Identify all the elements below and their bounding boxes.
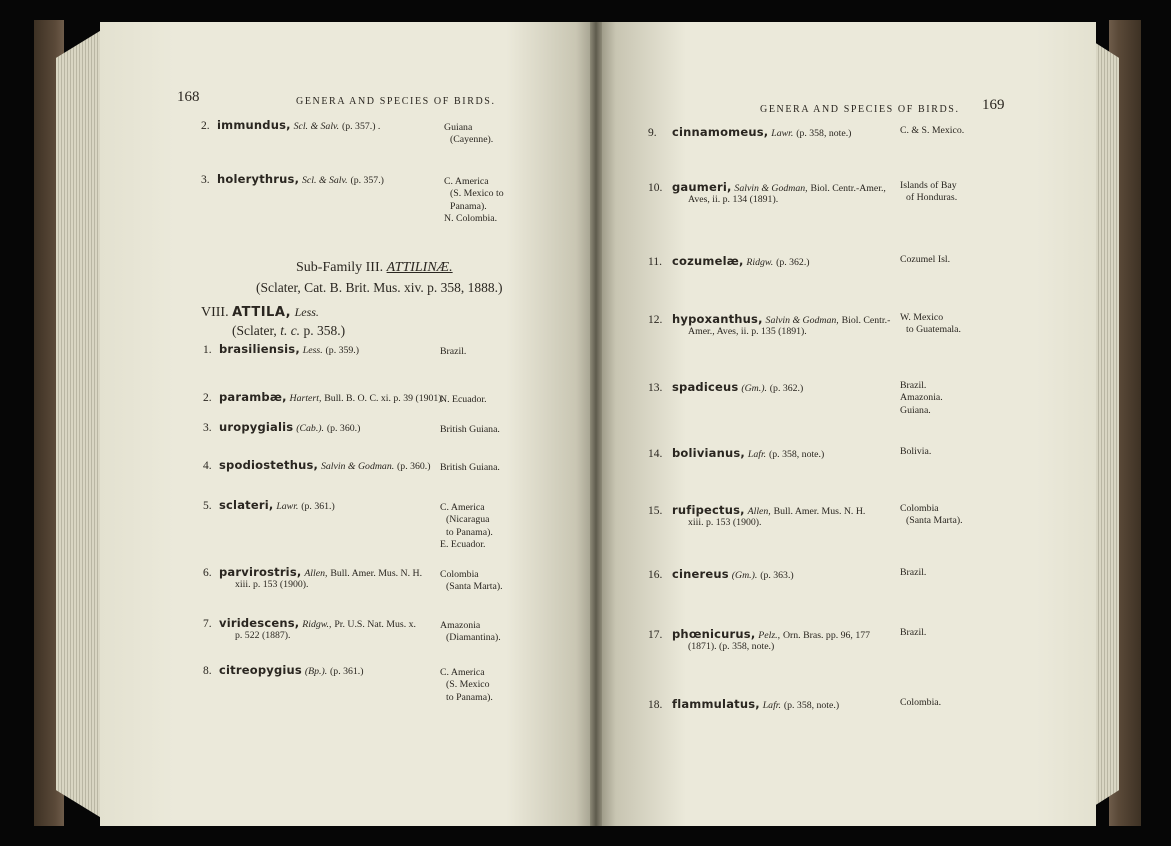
- species-author: Salvin & Godman,: [765, 315, 839, 326]
- species-name: hypoxanthus,: [672, 312, 763, 326]
- species-author: Lafr.: [747, 449, 767, 460]
- left-page-number: 168: [177, 89, 200, 105]
- locality-line: to Panama).: [446, 691, 493, 703]
- species-name: gaumeri,: [672, 180, 732, 194]
- species-locality: [440, 620, 501, 645]
- species-citation: (p. 358, note.): [796, 128, 852, 139]
- species-citation-cont: xiii. p. 153 (1900).: [235, 579, 309, 590]
- species-name: sclateri,: [219, 498, 274, 512]
- locality-line: Islands of Bay: [900, 180, 957, 191]
- species-locality: [440, 502, 493, 552]
- species-number: 16.: [648, 569, 663, 581]
- species-number: 15.: [648, 505, 663, 517]
- species-author: (Bp.).: [304, 666, 328, 677]
- species-citation-cont: (1871). (p. 358, note.): [688, 641, 775, 652]
- locality-line: British Guiana.: [440, 462, 500, 473]
- species-locality: [440, 394, 487, 406]
- genus-name: ATTILA,: [232, 305, 292, 320]
- species-citation: (p. 361.): [301, 501, 335, 512]
- locality-line: N. Colombia.: [444, 213, 498, 225]
- species-author: (Gm.).: [731, 570, 758, 581]
- species-entry: [203, 420, 360, 434]
- locality-line: Bolivia.: [900, 446, 932, 457]
- species-citation: (p. 363.): [760, 570, 794, 581]
- species-author: (Cab.).: [296, 423, 324, 434]
- locality-line: Panama).: [450, 200, 487, 212]
- locality-line: Colombia: [440, 569, 479, 580]
- species-name: brasiliensis,: [219, 342, 300, 356]
- species-entry: [648, 125, 851, 139]
- species-number: 7.: [203, 618, 212, 630]
- species-citation: Orn. Bras. pp. 96, 177: [782, 630, 871, 641]
- species-entry: [648, 180, 886, 194]
- species-number: 1.: [203, 344, 212, 356]
- genus-heading: [201, 305, 319, 321]
- species-name: holerythrus,: [217, 172, 300, 186]
- locality-line: (Cayenne).: [450, 134, 494, 146]
- species-citation: Bull. Amer. Mus. N. H.: [330, 568, 423, 579]
- species-citation: Bull. Amer. Mus. N. H.: [773, 506, 866, 517]
- species-citation: Biol. Centr.-: [841, 315, 891, 326]
- species-entry: [203, 663, 364, 677]
- locality-line: Guiana.: [900, 404, 931, 416]
- species-number: 2.: [201, 120, 210, 132]
- species-number: 11.: [648, 256, 662, 268]
- locality-line: C. America: [440, 502, 485, 513]
- species-locality: [900, 627, 926, 639]
- species-number: 10.: [648, 182, 663, 194]
- locality-line: (Santa Marta).: [446, 581, 503, 593]
- species-citation-cont: xiii. p. 153 (1900).: [688, 517, 762, 528]
- species-entry: [648, 446, 824, 460]
- species-locality: [900, 254, 950, 266]
- species-author: Less.: [302, 345, 323, 356]
- species-author: Ridgw.,: [302, 619, 332, 630]
- species-number: 18.: [648, 699, 663, 711]
- species-citation: Biol. Centr.-Amer.,: [810, 183, 886, 194]
- species-locality: [900, 446, 931, 458]
- species-author: Allen,: [747, 506, 771, 517]
- locality-line: E. Ecuador.: [440, 539, 486, 551]
- species-citation: (p. 362.): [776, 257, 810, 268]
- species-citation: (p. 359.): [325, 345, 360, 356]
- species-author: (Gm.).: [741, 383, 767, 394]
- locality-line: to Panama).: [446, 526, 493, 538]
- species-author: Lawr.: [276, 501, 299, 512]
- species-locality: [440, 346, 466, 358]
- species-name: rufipectus,: [672, 503, 745, 517]
- locality-line: Brazil.: [900, 627, 927, 638]
- species-number: 12.: [648, 314, 663, 326]
- species-entry: [203, 498, 335, 512]
- species-locality: [900, 380, 943, 417]
- locality-line: Brazil.: [900, 380, 927, 391]
- species-author: Hartert,: [289, 393, 322, 404]
- species-name: viridescens,: [219, 616, 300, 630]
- locality-line: Colombia.: [900, 697, 942, 708]
- locality-line: Cozumel Isl.: [900, 254, 951, 265]
- species-author: Scl. & Salv.: [293, 121, 340, 132]
- species-number: 6.: [203, 567, 212, 579]
- species-entry: [201, 118, 380, 132]
- locality-line: Brazil.: [900, 567, 927, 578]
- subfamily-reference: (Sclater, Cat. B. Brit. Mus. xiv. p. 358, 1888.): [256, 280, 503, 295]
- species-number: 3.: [203, 422, 212, 434]
- locality-line: (Nicaragua: [446, 514, 490, 526]
- species-entry: [203, 342, 359, 356]
- genus-reference: (Sclater, t. c. p. 358.): [232, 323, 346, 338]
- species-locality: [900, 697, 941, 709]
- species-citation: (p. 358, note.): [783, 700, 840, 711]
- species-name: uropygialis: [219, 420, 294, 434]
- species-entry: [648, 503, 865, 517]
- locality-line: of Honduras.: [906, 192, 958, 204]
- species-number: 2.: [203, 392, 212, 404]
- species-locality: [440, 462, 500, 474]
- locality-line: Amazonia: [440, 620, 481, 631]
- species-author: Scl. & Salv.: [302, 175, 348, 186]
- species-name: cozumelæ,: [672, 254, 744, 268]
- locality-line: Amazonia.: [900, 392, 943, 404]
- species-entry: [648, 567, 794, 581]
- locality-line: C. America: [440, 667, 485, 678]
- species-entry: [201, 172, 384, 186]
- species-number: 5.: [203, 500, 212, 512]
- locality-line: W. Mexico: [900, 312, 944, 323]
- genus-author: Less.: [294, 305, 319, 319]
- locality-line: N. Ecuador.: [440, 394, 487, 405]
- species-locality: [444, 176, 504, 226]
- species-citation: (p. 357.): [350, 175, 384, 186]
- species-citation: (p. 360.): [397, 461, 431, 472]
- species-locality: [440, 569, 503, 594]
- species-name: parambæ,: [219, 390, 287, 404]
- locality-line: Guiana: [444, 122, 473, 133]
- species-entry: [648, 254, 810, 268]
- locality-line: British Guiana.: [440, 424, 500, 435]
- locality-line: (Santa Marta).: [906, 515, 963, 527]
- species-entry: [203, 458, 431, 472]
- species-name: cinnamomeus,: [672, 125, 769, 139]
- species-locality: [900, 567, 926, 579]
- book-gutter: [590, 22, 602, 826]
- locality-line: (S. Mexico: [446, 679, 490, 691]
- species-name: phœnicurus,: [672, 627, 756, 641]
- species-citation-cont: Amer., Aves, ii. p. 135 (1891).: [688, 326, 807, 337]
- species-author: Ridgw.: [746, 257, 774, 268]
- species-locality: [900, 312, 961, 337]
- species-locality: [900, 180, 957, 205]
- species-citation: (p. 362.): [769, 383, 804, 394]
- locality-line: to Guatemala.: [906, 324, 961, 336]
- species-number: 14.: [648, 448, 663, 460]
- species-entry: [203, 616, 416, 630]
- species-name: parvirostris,: [219, 565, 302, 579]
- right-page-number: 169: [982, 97, 1005, 113]
- right-running-head: GENERA AND SPECIES OF BIRDS.: [760, 104, 960, 115]
- species-entry: [648, 627, 870, 641]
- locality-line: (S. Mexico to: [450, 188, 504, 200]
- species-citation-cont: p. 522 (1887).: [235, 630, 291, 641]
- locality-line: Brazil.: [440, 346, 467, 357]
- genus-number: VIII.: [201, 305, 229, 320]
- species-author: Salvin & Godman,: [734, 183, 808, 194]
- species-citation: Pr. U.S. Nat. Mus. x.: [334, 619, 416, 630]
- species-citation: (p. 360.): [326, 423, 361, 434]
- species-author: Pelz.,: [758, 630, 781, 641]
- species-citation: (p. 361.): [330, 666, 364, 677]
- species-author: Lawr.: [771, 128, 794, 139]
- left-running-head: GENERA AND SPECIES OF BIRDS.: [296, 96, 496, 107]
- species-locality: [444, 122, 493, 147]
- subfamily-title: [296, 260, 453, 276]
- species-name: bolivianus,: [672, 446, 746, 460]
- species-number: 17.: [648, 629, 663, 641]
- species-locality: [440, 424, 500, 436]
- species-author: Salvin & Godman.: [320, 461, 395, 472]
- species-name: spodiostethus,: [219, 458, 319, 472]
- species-citation-cont: Aves, ii. p. 134 (1891).: [688, 194, 779, 205]
- species-name: citreopygius: [219, 663, 302, 677]
- locality-line: C. America: [444, 176, 489, 187]
- species-name: spadiceus: [672, 380, 739, 394]
- species-author: Allen,: [304, 568, 328, 579]
- species-number: 8.: [203, 665, 212, 677]
- species-number: 13.: [648, 382, 663, 394]
- species-locality: [440, 667, 493, 704]
- species-entry: [648, 697, 839, 711]
- subfamily-prefix: Sub-Family III.: [296, 260, 387, 275]
- species-entry: [203, 390, 444, 404]
- species-citation: (p. 358, note.): [769, 449, 825, 460]
- species-citation: (p. 357.) .: [342, 121, 381, 132]
- subfamily-name: ATTILINÆ.: [386, 260, 453, 275]
- species-number: 9.: [648, 127, 657, 139]
- species-entry: [648, 380, 803, 394]
- species-name: immundus,: [217, 118, 291, 132]
- species-locality: [900, 503, 963, 528]
- species-name: flammulatus,: [672, 697, 760, 711]
- species-citation: Bull. B. O. C. xi. p. 39 (1901).: [324, 393, 445, 404]
- species-author: Lafr.: [762, 700, 781, 711]
- species-entry: [648, 312, 890, 326]
- species-name: cinereus: [672, 567, 729, 581]
- species-locality: [900, 125, 964, 137]
- species-entry: [203, 565, 422, 579]
- species-number: 4.: [203, 460, 212, 472]
- locality-line: C. & S. Mexico.: [900, 125, 965, 136]
- locality-line: (Diamantina).: [446, 632, 501, 644]
- species-number: 3.: [201, 174, 210, 186]
- locality-line: Colombia: [900, 503, 939, 514]
